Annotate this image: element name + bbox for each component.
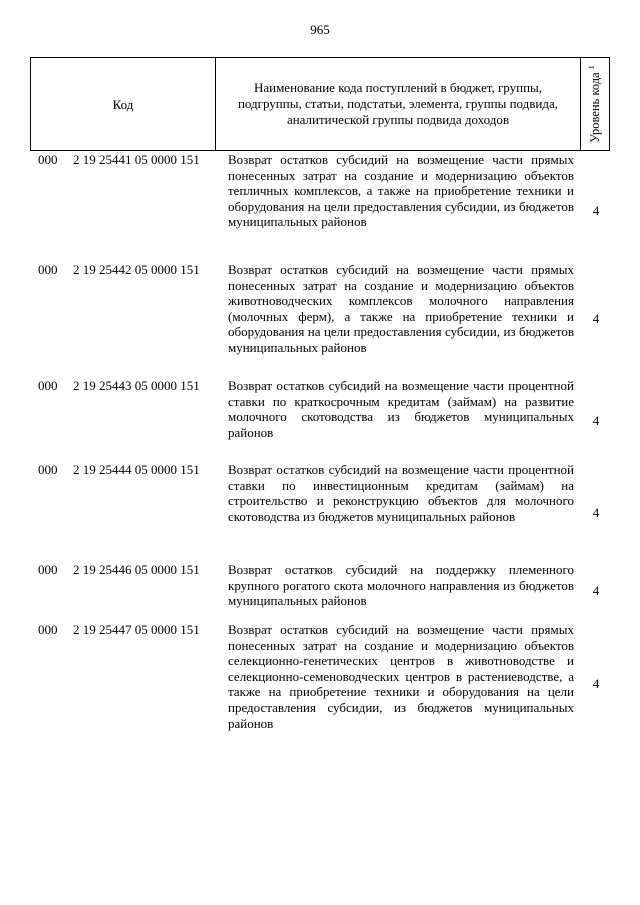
income-code: 2 19 25442 05 0000 151 xyxy=(73,262,200,277)
table-row xyxy=(0,622,640,742)
admin-code: 000 xyxy=(38,262,58,277)
income-name: Возврат остатков субсидий на возмещение части прямых понесенных затрат на создание и модернизацию объектов тепличных комплексов, а также на приобретение техники и оборудования на цели предоставления субсидии, из бюджетов муниципальных районов xyxy=(228,152,574,230)
code-level: 4 xyxy=(592,203,600,218)
table-body xyxy=(0,152,640,742)
admin-code: 000 xyxy=(38,378,58,393)
code-level: 4 xyxy=(592,505,600,520)
table-row xyxy=(0,378,640,462)
admin-code: 000 xyxy=(38,152,58,167)
income-code: 2 19 25443 05 0000 151 xyxy=(73,378,200,393)
code-level: 4 xyxy=(592,311,600,326)
income-name: Возврат остатков субсидий на возмещение части прямых понесенных затрат на создание и модернизацию объектов селекционно-генетических центров в животноводстве и селекционно-семеноводческих центров в растениеводстве, а также на приобретение техники и оборудования на цели предоставления субсидии, из бюджетов муниципальных районов xyxy=(228,622,574,731)
income-name: Возврат остатков субсидий на возмещение части прямых понесенных затрат на создание и модернизацию объектов животноводческих комплексов молочного направления (молочных ферм), а также на приобретение техники и оборудования на цели предоставления субсидии, из бюджетов муниципальных районов xyxy=(228,262,574,355)
header-code-label: Код xyxy=(112,97,134,112)
header-level-label: Уровень кода $^1$ xyxy=(586,65,603,143)
income-code: 2 19 25441 05 0000 151 xyxy=(73,152,200,167)
admin-code: 000 xyxy=(38,622,58,637)
income-name: Возврат остатков субсидий на возмещение части процентной ставки по инвестиционным кредитам (займам) на строительство и реконструкцию объектов для молочного скотоводства из бюджетов муниципальных районов xyxy=(228,462,574,524)
income-code: 2 19 25444 05 0000 151 xyxy=(73,462,200,477)
table-row xyxy=(0,262,640,378)
table-row xyxy=(0,152,640,262)
code-level: 4 xyxy=(592,413,600,428)
code-level: 4 xyxy=(592,583,600,598)
table-header xyxy=(30,57,610,151)
page-number: 965 xyxy=(310,22,330,37)
table-row xyxy=(0,462,640,562)
income-code: 2 19 25446 05 0000 151 xyxy=(73,562,200,577)
header-name-label: Наименование кода поступлений в бюджет, группы, подгруппы, статьи, подстатьи, элемента, группы подвида, аналитической группы подвида доходов xyxy=(237,80,559,127)
income-code: 2 19 25447 05 0000 151 xyxy=(73,622,200,637)
admin-code: 000 xyxy=(38,562,58,577)
footnote-marker: 1 xyxy=(586,65,596,70)
income-name: Возврат остатков субсидий на возмещение части процентной ставки по краткосрочным кредитам (займам) на развитие молочного скотоводства из бюджетов муниципальных районов xyxy=(228,378,574,440)
table-row xyxy=(0,562,640,622)
code-level: 4 xyxy=(592,676,600,691)
admin-code: 000 xyxy=(38,462,58,477)
header-level-cell xyxy=(581,58,609,150)
header-name-cell xyxy=(216,58,581,150)
income-name: Возврат остатков субсидий на поддержку племенного крупного рогатого скота молочного направления из бюджетов муниципальных районов xyxy=(228,562,574,609)
header-code-cell xyxy=(31,58,216,150)
